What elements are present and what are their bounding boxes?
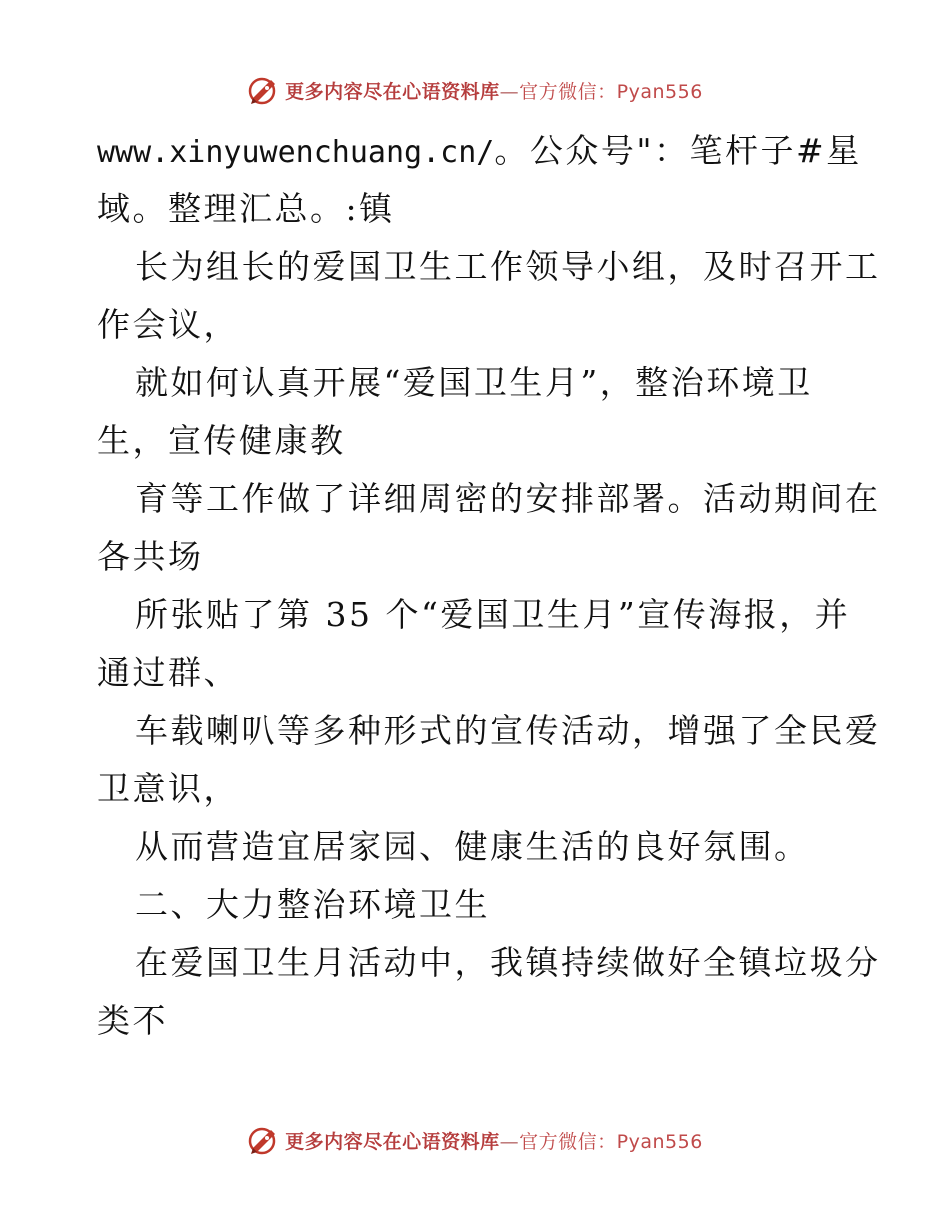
body-line: 各共场 — [97, 537, 204, 576]
footer-lead: 更多内容尽在心语资料库 — [285, 1130, 500, 1153]
url-suffix: 。公众号"：笔杆子#星 — [494, 131, 862, 170]
pen-logo-icon — [247, 1124, 279, 1156]
header-lead: 更多内容尽在心语资料库 — [285, 80, 500, 103]
body-line: 所张贴了第 35 个“爱国卫生月”宣传海报，并 — [135, 595, 851, 634]
body-line: 就如何认真开展“爱国卫生月”，整治环境卫 — [135, 363, 813, 402]
header-text — [285, 77, 703, 104]
body-line: 长为组长的爱国卫生工作领导小组，及时召开工 — [135, 247, 881, 286]
pen-logo-icon — [247, 74, 279, 106]
body-line: 通过群、 — [97, 653, 239, 692]
body-line: 在爱国卫生月活动中，我镇持续做好全镇垃圾分 — [135, 943, 881, 982]
body-line: 育等工作做了详细周密的安排部署。活动期间在 — [135, 479, 881, 518]
document-body — [97, 122, 881, 1050]
body-line: 生，宣传健康教 — [97, 421, 346, 460]
footer-wechat: 官方微信：Pyan556 — [519, 1130, 703, 1153]
body-line-url — [97, 122, 862, 180]
footer-text — [285, 1127, 703, 1154]
body-line: 从而营造宜居家园、健康生活的良好氛围。 — [135, 827, 810, 866]
body-line: 域。整理汇总。:镇 — [97, 189, 395, 228]
body-line: 卫意识， — [97, 769, 239, 808]
body-line: 作会议， — [97, 305, 239, 344]
footer-dash: — — [499, 1130, 520, 1153]
website-url: www.xinyuwenchuang.cn/ — [97, 135, 495, 170]
header-banner — [0, 70, 950, 110]
header-dash: — — [499, 80, 520, 103]
body-line: 类不 — [97, 1001, 168, 1040]
body-line: 车载喇叭等多种形式的宣传活动，增强了全民爱 — [135, 711, 881, 750]
section-heading: 二、大力整治环境卫生 — [135, 885, 490, 924]
footer-banner — [0, 1120, 950, 1160]
header-wechat: 官方微信：Pyan556 — [519, 80, 703, 103]
